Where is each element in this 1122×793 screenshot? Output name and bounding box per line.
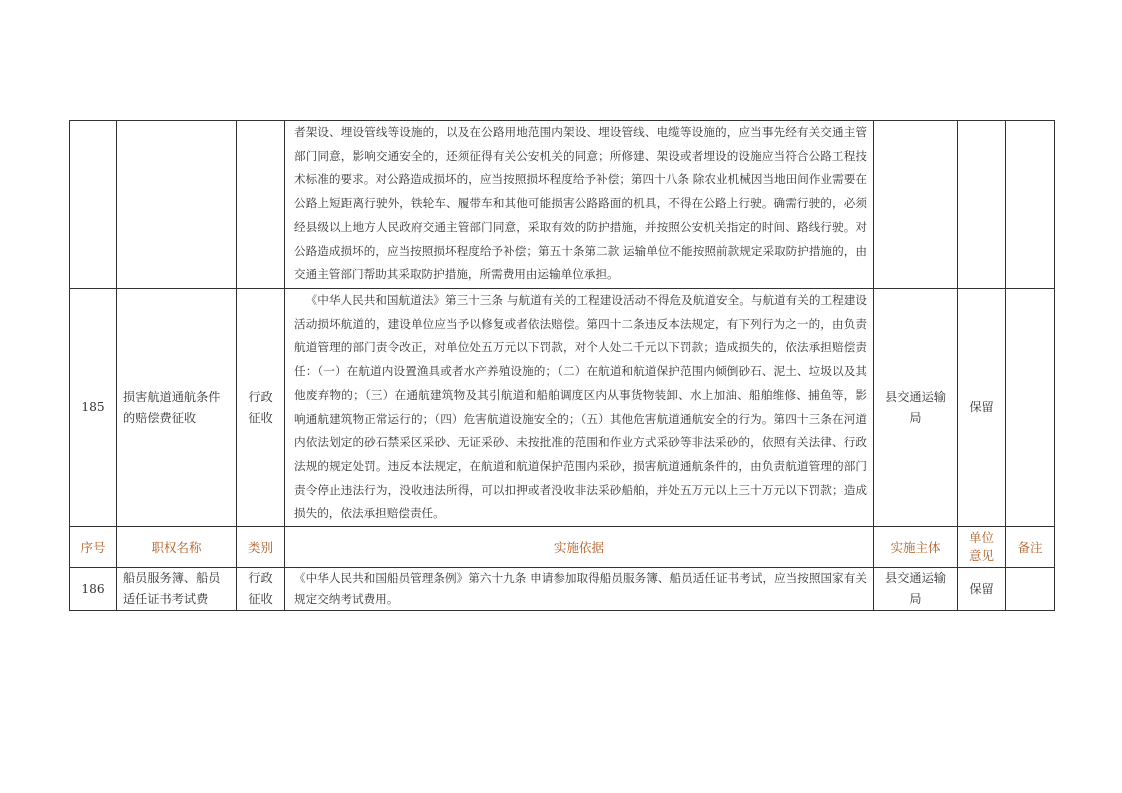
header-no: 序号 (70, 527, 117, 568)
cell-no: 186 (70, 568, 117, 611)
cell-note (1006, 289, 1055, 527)
basis-text: 《中华人民共和国船员管理条例》第六十九条 申请参加取得船员服务簿、船员适任证书考试，应当按照国家有关规定交纳考试费用。 (294, 571, 867, 607)
header-type: 类别 (237, 527, 285, 568)
basis-text: 者架设、埋设管线等设施的，以及在公路用地范围内架设、埋设管线、电缆等设施的，应当事先经有关交通主管部门同意，影响交通安全的，还须征得有关公安机关的同意；所修建、架设或者埋设的设施应当符合公路工程技术标准的要求。对公路造成损坏的，应当按照损坏程度给予补偿；第四十八条 除农业机械因当地田间作业需要在公路上短距离行驶外，铁轮车、履带车和其他可能损害公路路面的机具，不得在公路上行驶。确需行驶的，必须经县级以上地方人民政府交通主管部门同意，采取有效的防护措施，并按照公安机关指定的时间、路线行驶。对公路造成损坏的，应当按照损坏程度给予补偿；第五十条第二款 运输单位不能按照前款规定采取防护措施的，由交通主管部门帮助其采取防护措施，所需费用由运输单位承担。 (294, 125, 867, 282)
cell-type: 行政征收 (237, 289, 285, 527)
cell-opinion: 保留 (958, 289, 1006, 527)
cell-no (70, 121, 117, 289)
cell-type: 行政征收 (237, 568, 285, 611)
header-opinion: 单位意见 (958, 527, 1006, 568)
cell-name (117, 121, 237, 289)
rights-table (69, 120, 1055, 611)
cell-body: 县交通运输局 (874, 568, 958, 611)
cell-opinion (958, 121, 1006, 289)
header-body: 实施主体 (874, 527, 958, 568)
cell-opinion: 保留 (958, 568, 1006, 611)
table-row (70, 289, 1055, 527)
cell-body: 县交通运输局 (874, 289, 958, 527)
table-row (70, 121, 1055, 289)
cell-body (874, 121, 958, 289)
cell-name: 船员服务簿、船员适任证书考试费 (117, 568, 237, 611)
cell-basis (285, 568, 874, 611)
cell-no: 185 (70, 289, 117, 527)
cell-note (1006, 121, 1055, 289)
cell-basis (285, 289, 874, 527)
table-row (70, 568, 1055, 611)
cell-note (1006, 568, 1055, 611)
cell-type (237, 121, 285, 289)
cell-basis (285, 121, 874, 289)
table-header-row (70, 527, 1055, 568)
header-note: 备注 (1006, 527, 1055, 568)
header-name: 职权名称 (117, 527, 237, 568)
basis-text: 《中华人民共和国航道法》第三十三条 与航道有关的工程建设活动不得危及航道安全。与航道有关的工程建设活动损坏航道的，建设单位应当予以修复或者依法赔偿。第四十二条违反本法规定，有下列行为之一的，由负责航道管理的部门责令改正，对单位处五万元以下罚款，对个人处二千元以下罚款；造成损失的，依法承担赔偿责任：（一）在航道内设置渔具或者水产养殖设施的；（二）在航道和航道保护范围内倾倒砂石、泥土、垃圾以及其他废弃物的；（三）在通航建筑物及其引航道和船舶调度区内从事货物装卸、水上加油、船舶维修、捕鱼等，影响通航建筑物正常运行的；（四）危害航道设施安全的；（五）其他危害航道通航安全的行为。第四十三条在河道内依法划定的砂石禁采区采砂、无证采砂、未按批准的范围和作业方式采砂等非法采砂的，依照有关法律、行政法规的规定处罚。违反本法规定，在航道和航道保护范围内采砂，损害航道通航条件的，由负责航道管理的部门责令停止违法行为，没收违法所得，可以扣押或者没收非法采砂船舶，并处五万元以上三十万元以下罚款；造成损失的，依法承担赔偿责任。 (294, 293, 867, 521)
header-basis: 实施依据 (285, 527, 874, 568)
cell-name: 损害航道通航条件的赔偿费征收 (117, 289, 237, 527)
